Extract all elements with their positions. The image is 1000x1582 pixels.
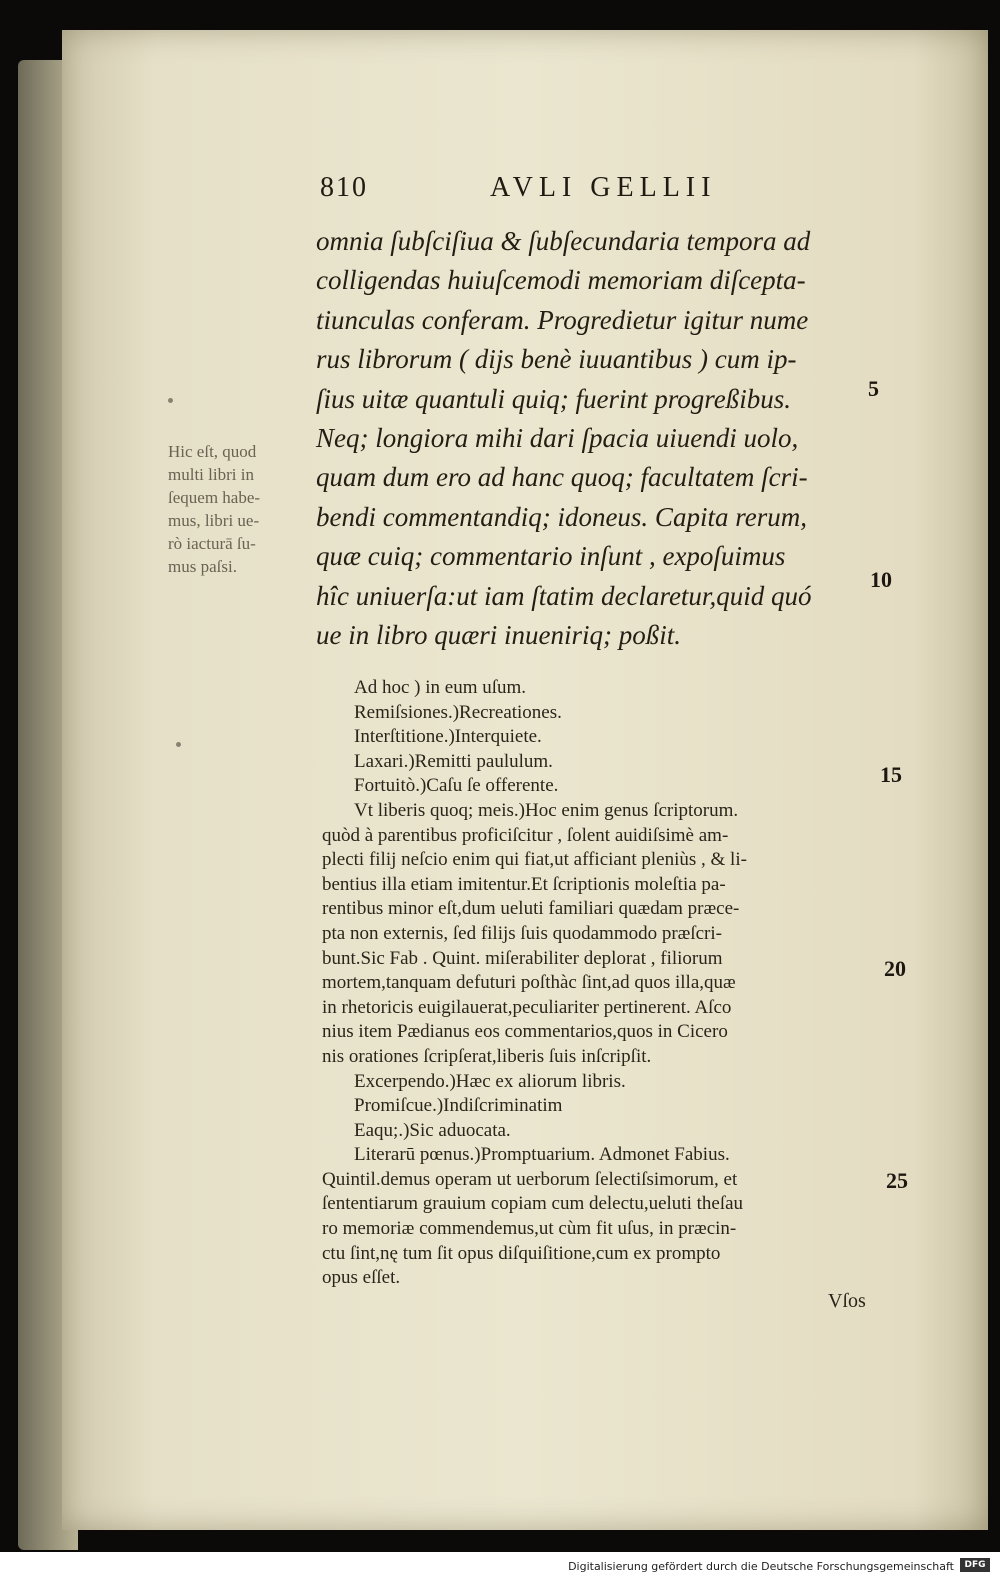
note-line: bentius illa etiam imitentur.Et ſcriptionis moleſtia pa- [322, 873, 726, 895]
note-line: in rhetoricis euigilauerat,peculiariter pertinerent. Aſco [322, 996, 732, 1018]
dfg-logo: DFG [960, 1558, 990, 1572]
commentary-notes [322, 676, 882, 1291]
line-number-20: 20 [884, 956, 906, 981]
main-text-line: ue in libro quæri inueniriq; poßit. [316, 620, 682, 651]
line-number-15: 15 [880, 762, 902, 787]
catchword: Vſos [828, 1290, 866, 1312]
main-text-line: omnia ſubſciſiua & ſubſecundaria tempora ad [316, 226, 811, 256]
note-line: Promiſcue.)Indiſcriminatim [354, 1095, 563, 1117]
note-line: Vt liberis quoq; meis.)Hoc enim genus ſcriptorum. [354, 799, 739, 821]
margin-note-line: Hic eſt, quod [168, 442, 257, 461]
ink-speck [176, 742, 181, 747]
note-line: Interſtitione.)Interquiete. [354, 726, 542, 748]
main-text-line: tiunculas conferam. Progredietur igitur nume [316, 304, 809, 335]
margin-note-line: rò iacturā ſu- [168, 534, 256, 553]
main-text-line: bendi commentandiq; idoneus. Capita rerum, [316, 501, 807, 532]
line-number-5: 5 [868, 376, 879, 401]
note-line: Quintil.demus operam ut uerborum ſelectiſsimorum, et [322, 1168, 738, 1190]
line-number-10: 10 [870, 567, 892, 592]
ink-speck [168, 398, 173, 403]
note-line: Laxari.)Remitti paululum. [354, 750, 553, 772]
main-text-line: quam dum ero ad hanc quoq; facultatem ſcri- [316, 462, 808, 493]
note-line: nis orationes ſcripſerat,liberis ſuis inſcripſit. [322, 1045, 652, 1067]
note-line: plecti filij neſcio enim qui fiat,ut afficiant pleniùs , & li- [322, 849, 747, 871]
main-text-line: quæ cuiq; commentario inſunt , expoſuimus [316, 541, 786, 572]
note-line: rentibus minor eſt,dum ueluti familiari quædam præce- [322, 898, 740, 920]
note-line: opus eſſet. [322, 1267, 401, 1289]
note-line: Eaqu;.)Sic aduocata. [354, 1119, 511, 1141]
note-line: nius item Pædianus eos commentarios,quos in Cicero [322, 1021, 728, 1043]
main-text-line: rus librorum ( dijs benè iuuantibus ) cum ip- [316, 344, 797, 375]
page-header [320, 172, 760, 212]
note-line: ſententiarum grauium copiam cum delectu,ueluti theſau [322, 1193, 744, 1215]
margin-note-line: ſequem habe- [168, 488, 261, 507]
marginal-note [168, 440, 313, 578]
main-text-line: colligendas huiuſcemodi memoriam diſcepta- [316, 265, 806, 296]
note-line: pta non externis, ſed filijs ſuis quodammodo præſcri- [322, 922, 722, 944]
note-line: ctu ſint,nę tum ſit opus diſquiſitione,cum ex prompto [322, 1242, 721, 1264]
note-line: Literarū pœnus.)Promptuarium. Admonet Fabius. [354, 1144, 730, 1166]
margin-note-line: mus paſsi. [168, 557, 237, 576]
main-text-line: Neq; longiora mihi dari ſpacia uiuendi uolo, [316, 423, 799, 454]
main-text-line: ſius uitæ quantuli quiq; fuerint progreßibus. [316, 383, 792, 414]
main-text-line: hîc uniuerſa:ut iam ſtatim declaretur,quid quó [316, 580, 812, 611]
note-line: mortem,tanquam defuturi poſthàc ſint,ad quos illa,quæ [322, 972, 736, 994]
funding-notice: Digitalisierung gefördert durch die Deutsche Forschungsgemeinschaft [568, 1560, 954, 1573]
running-title: AVLI GELLII [490, 172, 717, 203]
note-line: ro memoriæ commendemus,ut cùm fit uſus, in præcin- [322, 1218, 737, 1240]
line-number-25: 25 [886, 1168, 908, 1193]
page-number: 810 [320, 172, 368, 203]
note-line: bunt.Sic Fab . Quint. miſerabiliter deplorat , filiorum [322, 947, 723, 969]
note-line: Ad hoc ) in eum uſum. [354, 677, 527, 698]
margin-note-line: mus, libri ue- [168, 511, 260, 530]
note-line: quòd à parentibus proficiſcitur , ſolent auidiſsimè am- [322, 824, 729, 846]
note-line: Excerpendo.)Hæc ex aliorum libris. [354, 1070, 626, 1092]
note-line: Fortuitò.)Caſu ſe offerente. [354, 775, 559, 797]
note-line: Remiſsiones.)Recreationes. [354, 701, 562, 723]
main-text-block [316, 222, 876, 655]
margin-note-line: multi libri in [168, 465, 254, 484]
footer-bar [0, 1552, 1000, 1582]
